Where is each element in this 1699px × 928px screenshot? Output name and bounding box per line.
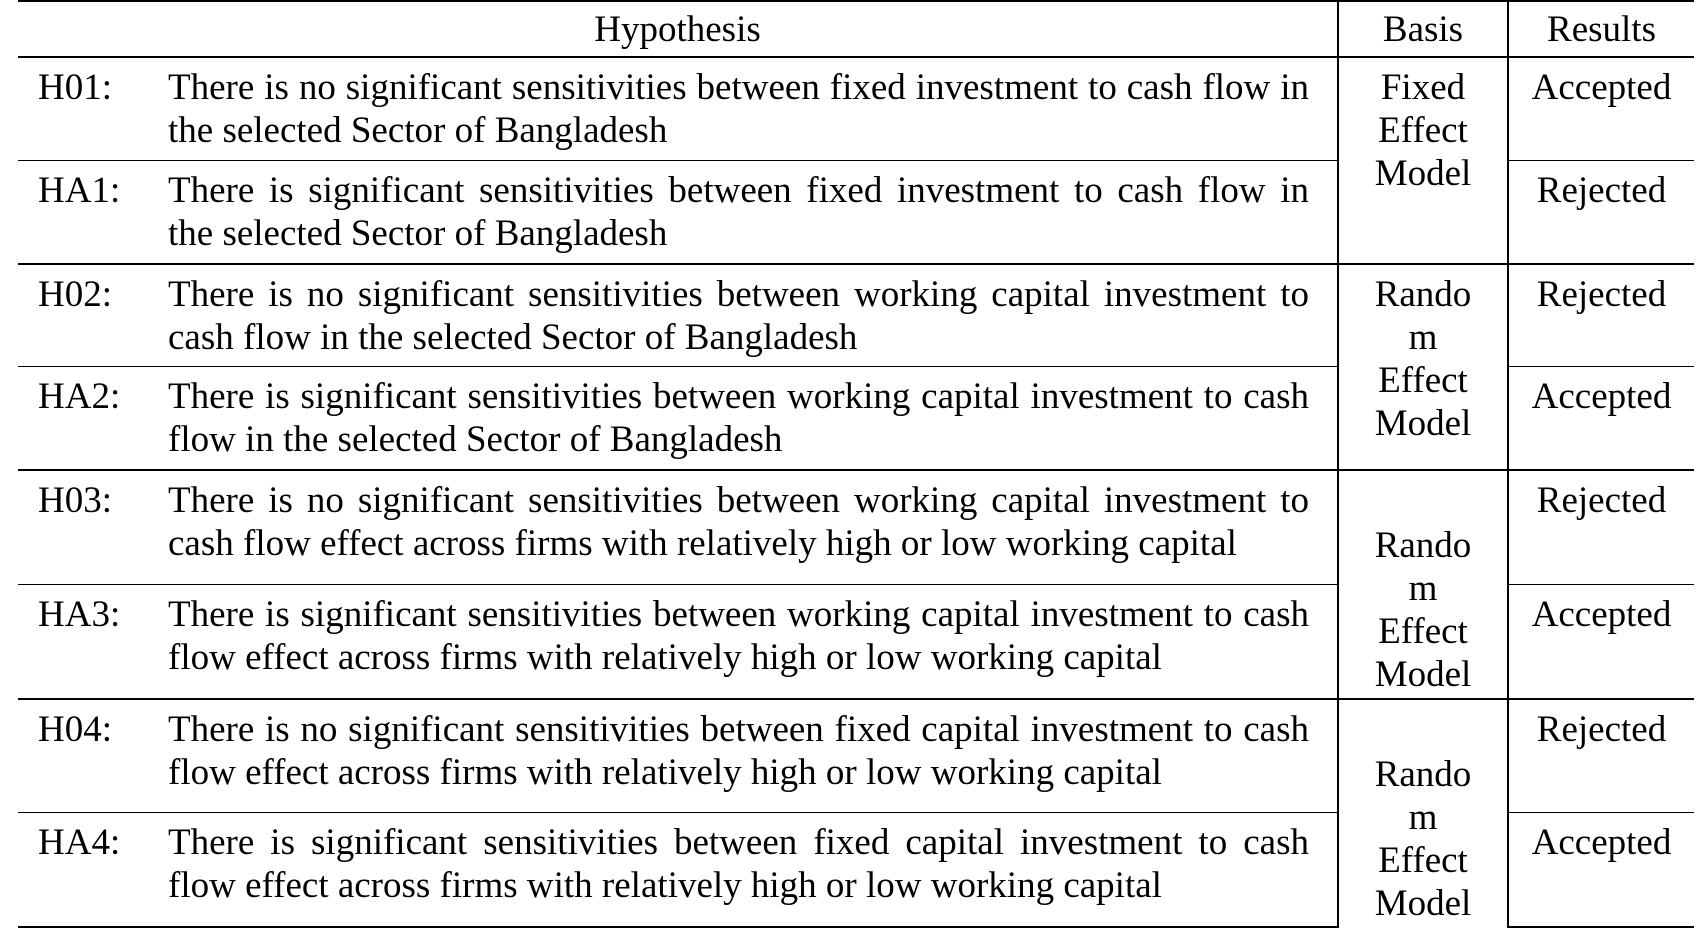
basis-cell bbox=[1338, 264, 1508, 471]
hypothesis-code: HA3: bbox=[18, 585, 168, 700]
result-cell: Accepted bbox=[1508, 585, 1694, 700]
basis-cell bbox=[1338, 57, 1508, 264]
basis-line: Rando bbox=[1374, 524, 1472, 566]
basis-line: Effect bbox=[1378, 110, 1468, 151]
hypothesis-code: HA4: bbox=[18, 813, 168, 927]
basis-line: Model bbox=[1374, 153, 1472, 194]
basis-line: Rando bbox=[1374, 273, 1472, 315]
basis-cell bbox=[1338, 699, 1508, 927]
result-cell: Accepted bbox=[1531, 67, 1672, 108]
header-row bbox=[18, 1, 1694, 57]
basis-line: m bbox=[1408, 316, 1438, 358]
header-results: Results bbox=[1508, 1, 1694, 57]
result-cell: Rejected bbox=[1508, 699, 1694, 813]
header-hypothesis: Hypothesis bbox=[18, 1, 1338, 57]
header-basis: Basis bbox=[1338, 1, 1508, 57]
basis-line: Model bbox=[1374, 402, 1472, 444]
hypothesis-code: H03: bbox=[18, 470, 168, 585]
table-row bbox=[18, 699, 1694, 813]
result-cell: Rejected bbox=[1508, 470, 1694, 585]
hypothesis-text: There is no significant sensitivities between fixed investment to cash flow in the selected Sector of Bangladesh bbox=[168, 57, 1338, 160]
table-row bbox=[18, 57, 1694, 160]
basis-line: Effect bbox=[1378, 610, 1468, 652]
table-row bbox=[18, 470, 1694, 585]
hypothesis-text: There is no significant sensitivities between working capital investment to cash flow effect across firms with relatively high or low working capital bbox=[168, 470, 1338, 585]
result-cell: Accepted bbox=[1508, 813, 1694, 927]
hypothesis-code: HA1: bbox=[18, 160, 168, 263]
hypothesis-text: There is significant sensitivities between working capital investment to cash flow effect across firms with relatively high or low working capital bbox=[168, 585, 1338, 700]
result-cell: Rejected bbox=[1508, 160, 1694, 263]
hypothesis-text: There is significant sensitivities between fixed capital investment to cash flow effect across firms with relatively high or low working capital bbox=[168, 813, 1338, 927]
basis-line: m bbox=[1408, 796, 1438, 838]
hypothesis-code: H02: bbox=[18, 264, 168, 367]
hypothesis-text: There is significant sensitivities between fixed investment to cash flow in the selected Sector of Bangladesh bbox=[168, 160, 1338, 263]
result-cell: Accepted bbox=[1508, 367, 1694, 470]
basis-line: Effect bbox=[1378, 839, 1468, 881]
basis-line: Fixed bbox=[1380, 67, 1466, 108]
hypothesis-code: HA2: bbox=[18, 367, 168, 470]
hypothesis-text: There is significant sensitivities between working capital investment to cash flow in the selected Sector of Bangladesh bbox=[168, 367, 1338, 470]
basis-line: Effect bbox=[1378, 359, 1468, 401]
hypothesis-table bbox=[18, 0, 1694, 928]
hypothesis-text: There is no significant sensitivities between fixed capital investment to cash flow effect across firms with relatively high or low working capital bbox=[168, 699, 1338, 813]
basis-cell bbox=[1338, 470, 1508, 699]
hypothesis-code: H01: bbox=[38, 67, 112, 108]
basis-line: Model bbox=[1374, 653, 1472, 695]
hypothesis-text: There is no significant sensitivities between working capital investment to cash flow in the selected Sector of Bangladesh bbox=[168, 264, 1338, 367]
basis-line: m bbox=[1408, 567, 1438, 609]
hypothesis-code: H04: bbox=[18, 699, 168, 813]
basis-line: Rando bbox=[1374, 753, 1472, 795]
basis-line: Model bbox=[1374, 882, 1472, 924]
table-row bbox=[18, 264, 1694, 367]
result-cell: Rejected bbox=[1508, 264, 1694, 367]
